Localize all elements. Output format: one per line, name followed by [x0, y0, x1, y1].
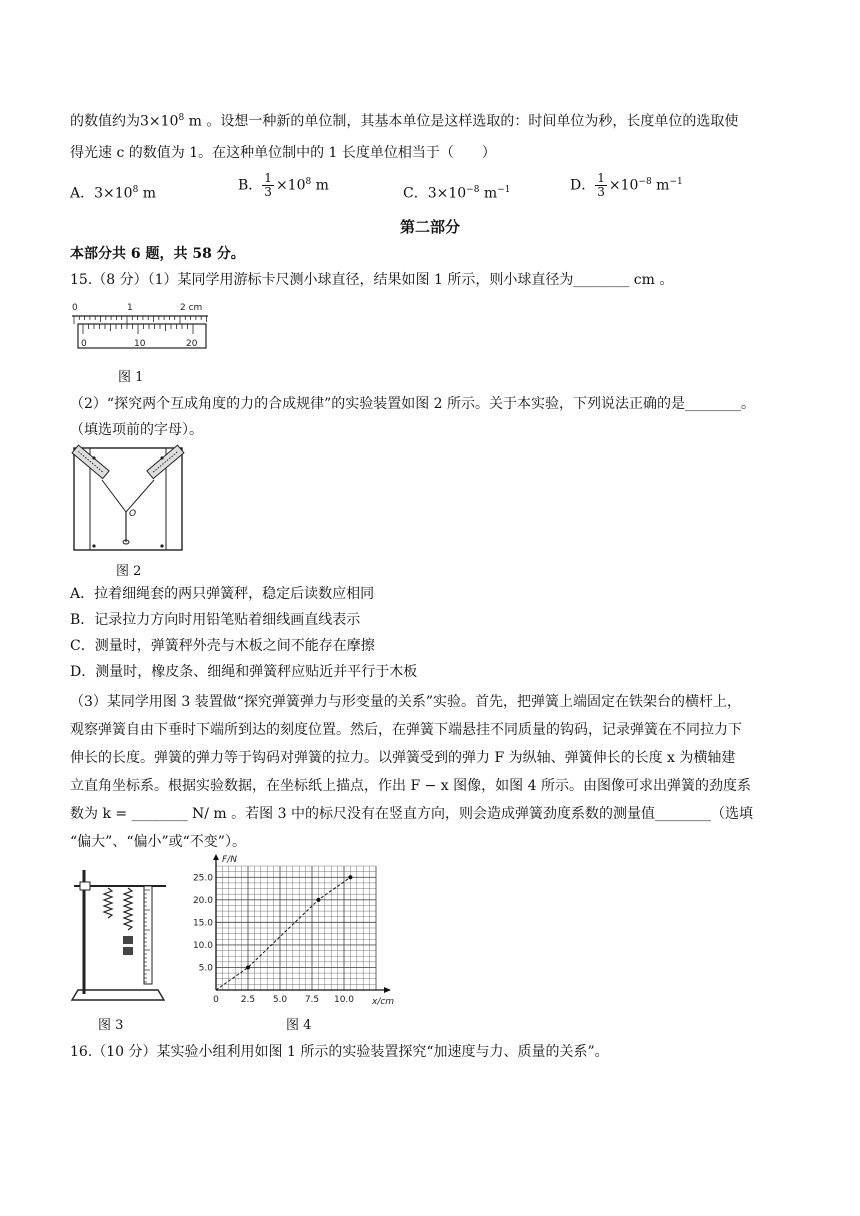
spring-stand-figure — [70, 866, 170, 1006]
figure-4-caption: 图 4 — [286, 1018, 312, 1033]
x-tick-label: 0 — [213, 995, 219, 1005]
figure-2-caption: 图 2 — [116, 564, 142, 579]
q16-intro: 16.（10 分）某实验小组利用如图 1 所示的实验装置探究“加速度与力、质量的关系”。 — [70, 1044, 609, 1060]
section-title: 第二部分 — [399, 218, 460, 236]
fraction: $\frac{1}{3}$ — [264, 171, 272, 200]
vernier-caliper-figure — [70, 300, 210, 352]
q15-part-3-line: （3）某同学用图 3 装置做“探究弹簧弹力与形变量的关系”实验。首先，把弹簧上端固定在铁架台的横杆上， — [70, 694, 742, 710]
y-axis-label: F/N — [222, 855, 237, 865]
q15-part-3-line: 立直角坐标系。根据实验数据，在坐标纸上描点，作出 F − x 图像，如图 4 所示。由图像可求出弹簧的劲度系 — [70, 778, 751, 794]
vernier-scale-label: 20 — [186, 339, 198, 349]
q15-option-d: D．测量时，橡皮条、细绳和弹簧秤应贴近并平行于木板 — [70, 664, 418, 680]
x-axis-arrow — [384, 987, 391, 993]
force-board-figure — [70, 444, 186, 554]
data-point — [316, 898, 320, 902]
y-tick-label: 10.0 — [192, 940, 213, 951]
q14-option-c: C．$3\times 10^{-8}$ $m^{-1}$ — [403, 185, 511, 202]
vernier-scale-label: 10 — [134, 339, 146, 349]
q15-option-b: B．记录拉力方向时用铅笔贴着细线画直线表示 — [70, 612, 361, 628]
x-tick-label: 2.5 — [240, 995, 256, 1005]
q14-option-d: D． $\frac{1}{3}$ $\times 10^{-8}$ $m^{-1}$ — [570, 171, 683, 200]
q14-option-b: B． $\frac{1}{3}$ $\times 10^8$ m — [238, 171, 329, 200]
y-tick-label: 5.0 — [198, 963, 213, 974]
q15-part-2: （2）“探究两个互成角度的力的合成规律”的实验装置如图 2 所示。关于本实验，下列说法正确的是________。 — [70, 396, 756, 412]
q14-line-1: 的数值约为$3\times 10^8$ m 。设想一种新的单位制，其基本单位是这样选取的：时间单位为秒，长度单位的选取使 — [70, 113, 739, 130]
q15-part-3-line: 数为 k = ________ N/ m 。若图 3 中的标尺没有在竖直方向，则会造成弹簧劲度系数的测量值________（选填 — [70, 806, 753, 822]
q14-option-a: A．$3\times 10^8$ m — [70, 185, 157, 202]
data-point — [348, 875, 352, 879]
figure-1-caption: 图 1 — [118, 370, 144, 385]
figure-3-caption: 图 3 — [98, 1018, 124, 1033]
section-intro: 本部分共 6 题，共 58 分。 — [70, 246, 245, 262]
y-axis-arrow — [213, 854, 219, 860]
vernier-scale-label: 0 — [81, 339, 87, 349]
q15-part-3-line: “偏大”、“偏小”或“不变”）。 — [70, 834, 246, 850]
y-tick-label: 15.0 — [192, 918, 213, 929]
data-point — [246, 965, 250, 969]
main-scale-label: 2 cm — [180, 303, 203, 313]
x-axis-label: x/cm — [372, 997, 395, 1007]
q15-part-2-note: （填选项前的字母）。 — [70, 422, 203, 438]
q15-option-a: A．拉着细绳套的两只弹簧秤，稳定后读数应相同 — [70, 586, 375, 602]
q15-option-c: C．测量时，弹簧秤外壳与木板之间不能存在摩擦 — [70, 638, 375, 654]
y-tick-label: 20.0 — [192, 895, 213, 906]
q15-part-1: 15.（8 分）（1）某同学用游标卡尺测小球直径，结果如图 1 所示，则小球直径为________ cm 。 — [70, 272, 674, 288]
x-tick-label: 10.0 — [333, 995, 355, 1005]
point-o-label: O — [129, 509, 137, 519]
main-scale-label: 0 — [72, 303, 78, 313]
x-tick-label: 5.0 — [272, 995, 288, 1005]
fraction: $\frac{1}{3}$ — [597, 171, 605, 200]
main-scale-label: 1 — [127, 303, 133, 313]
f-x-chart — [188, 852, 398, 1008]
x-tick-label: 7.5 — [304, 995, 320, 1005]
q14-line-2: 得光速 c 的数值为 1。在这种单位制中的 1 长度单位相当于（ ） — [70, 145, 496, 161]
y-tick-label: 25.0 — [192, 873, 213, 884]
q15-part-3-line: 伸长的长度。弹簧的弹力等于钩码对弹簧的拉力。以弹簧受到的弹力 F 为纵轴、弹簧伸长的长度 x 为横轴建 — [70, 750, 736, 766]
q15-part-3-line: 观察弹簧自由下垂时下端所到达的刻度位置。然后，在弹簧下端悬挂不同质量的钩码，记录弹簧在不同拉力下 — [70, 722, 742, 738]
